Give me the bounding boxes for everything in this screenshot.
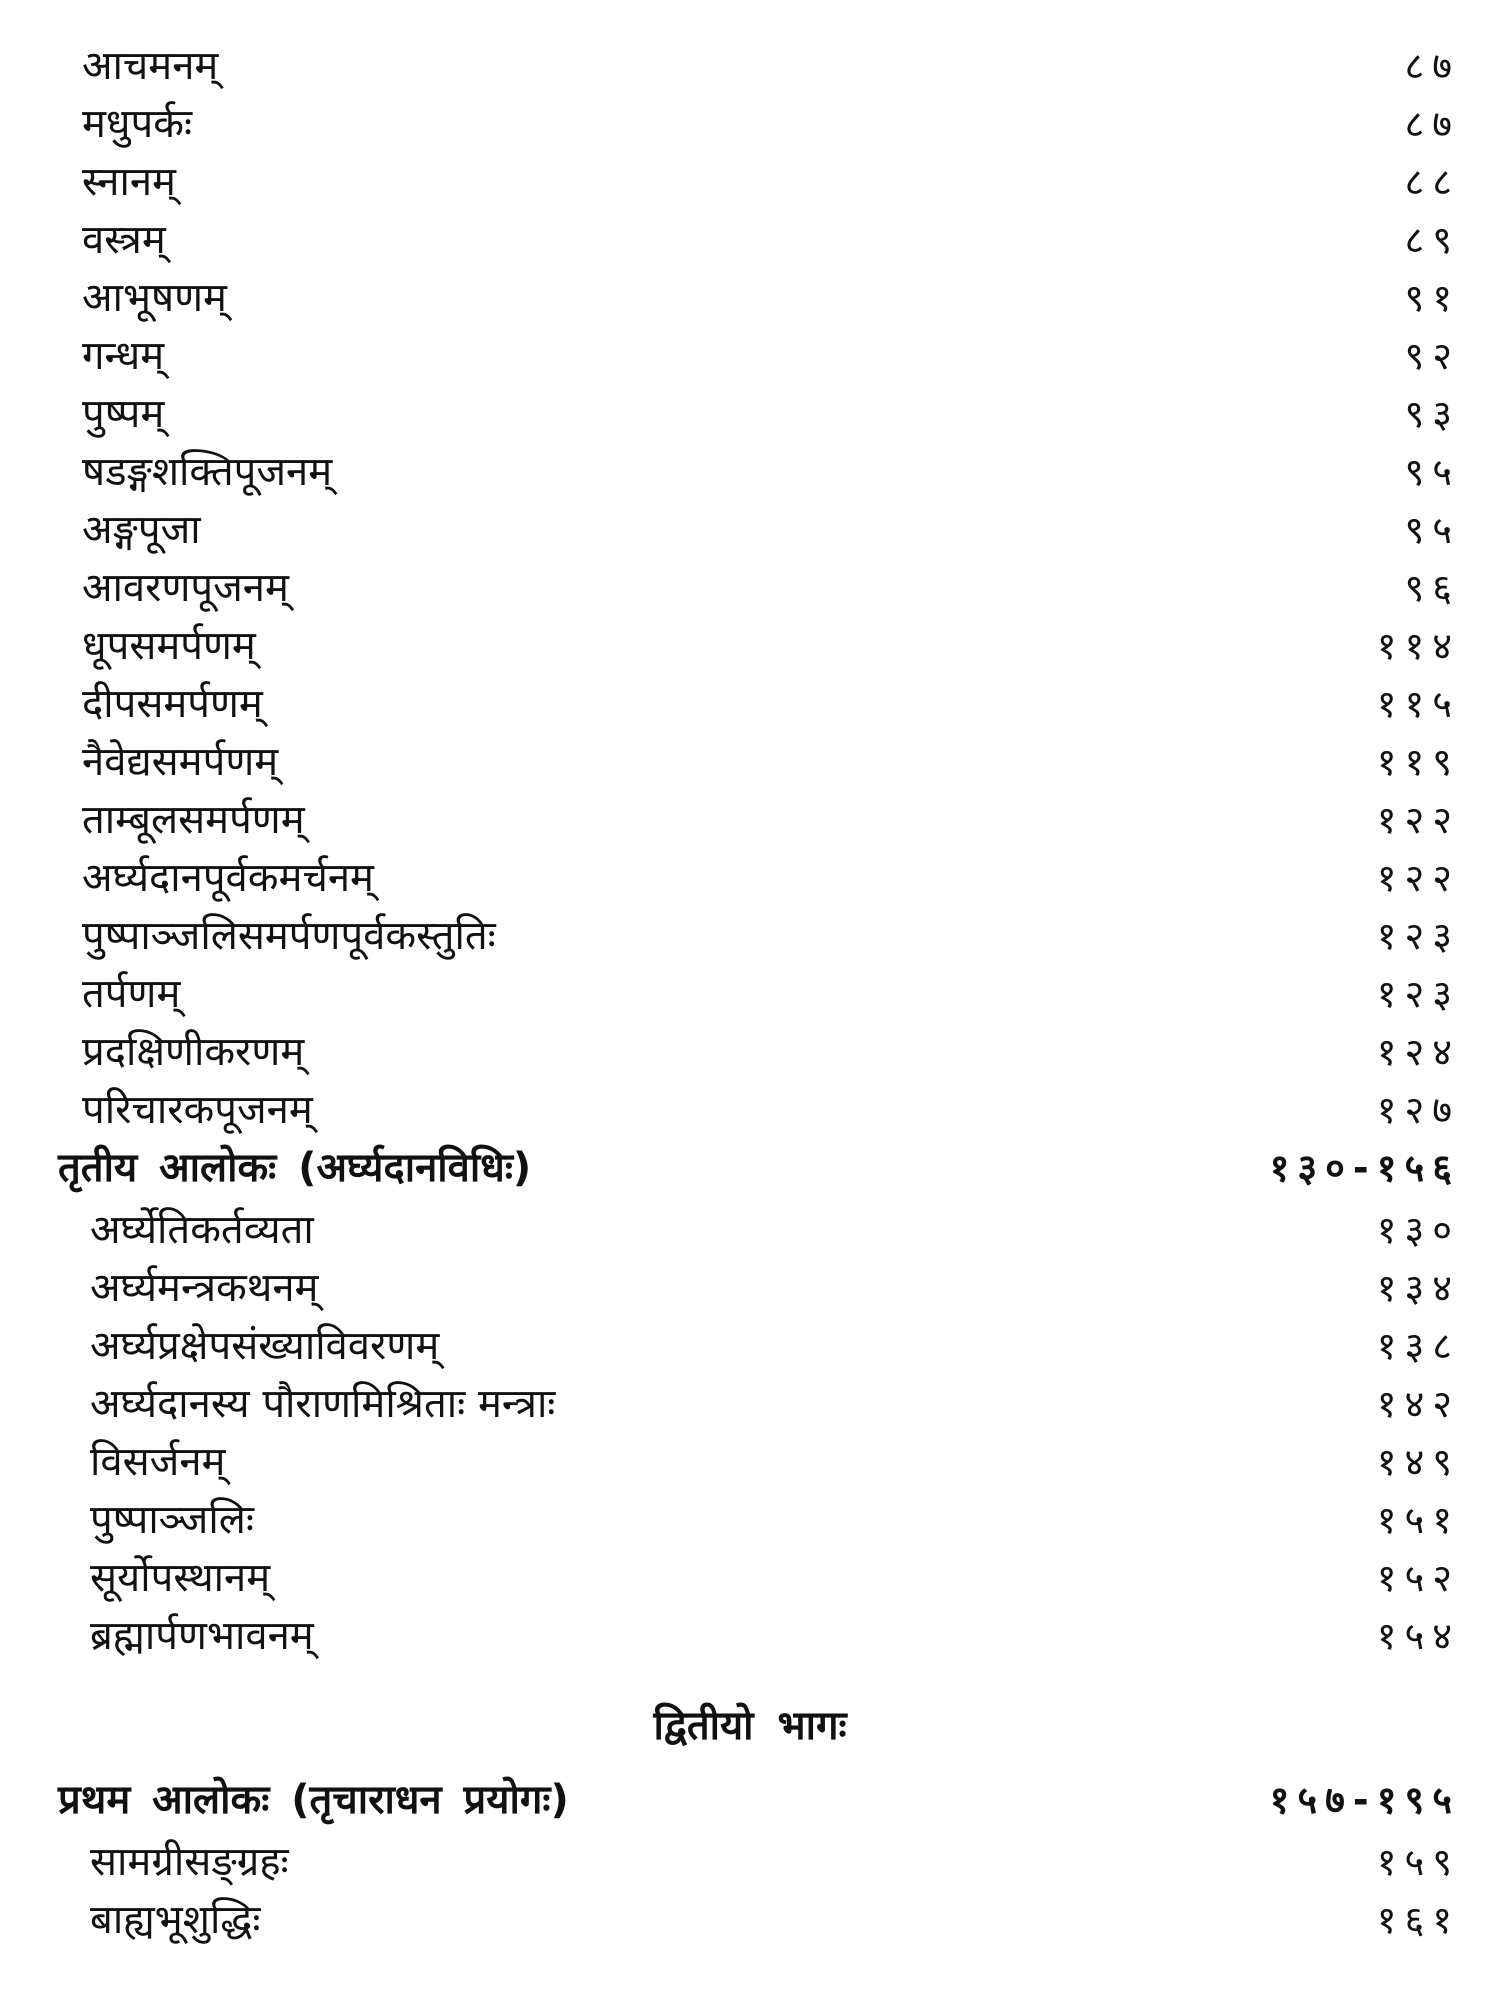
entry-title: अर्घ्यदानपूर्वकमर्चनम् bbox=[82, 855, 374, 901]
section-heading-tritiya bbox=[0, 1138, 1500, 1200]
entry-page: १२२ bbox=[1376, 856, 1460, 900]
entry-title: अङ्गपूजा bbox=[82, 507, 201, 553]
entry-page: ९६ bbox=[1404, 566, 1460, 610]
toc-entry bbox=[0, 616, 1500, 674]
entry-title: ब्रह्मार्पणभावनम् bbox=[90, 1613, 314, 1659]
toc-entry bbox=[0, 848, 1500, 906]
entry-page: १५४ bbox=[1376, 1614, 1460, 1658]
entry-page: १३० bbox=[1376, 1208, 1460, 1252]
entry-title: धूपसमर्पणम् bbox=[82, 623, 256, 669]
entry-page: १५१ bbox=[1376, 1498, 1460, 1542]
entry-page: ९३ bbox=[1404, 392, 1460, 436]
toc-entry bbox=[0, 500, 1500, 558]
toc-entry bbox=[0, 964, 1500, 1022]
section-title: तृतीय आलोकः (अर्घ्यदानविधिः) bbox=[58, 1145, 532, 1191]
entry-page: १२७ bbox=[1376, 1088, 1460, 1132]
toc-entry bbox=[0, 1832, 1500, 1890]
toc-entry bbox=[0, 1374, 1500, 1432]
entry-title: गन्धम् bbox=[82, 333, 165, 379]
entry-title: अर्घ्यदानस्य पौराणमिश्रिताः मन्त्राः bbox=[90, 1381, 556, 1427]
entry-title: प्रदक्षिणीकरणम् bbox=[82, 1029, 305, 1075]
toc-entry bbox=[0, 1606, 1500, 1664]
section-heading-prathama bbox=[0, 1770, 1500, 1832]
entry-title: बाह्यभूशुद्धिः bbox=[90, 1897, 261, 1943]
entry-page: १४९ bbox=[1376, 1440, 1460, 1484]
entry-page: १३४ bbox=[1376, 1266, 1460, 1310]
entry-title: आचमनम् bbox=[82, 43, 219, 89]
entry-title: परिचारकपूजनम् bbox=[82, 1087, 313, 1133]
toc-entry bbox=[0, 1890, 1500, 1948]
entry-title: दीपसमर्पणम् bbox=[82, 681, 263, 727]
toc-entry bbox=[0, 1200, 1500, 1258]
entry-page: ११५ bbox=[1376, 682, 1460, 726]
entry-page: १२३ bbox=[1376, 914, 1460, 958]
entry-page: ९२ bbox=[1404, 334, 1460, 378]
toc-entry bbox=[0, 36, 1500, 94]
entry-title: ताम्बूलसमर्पणम् bbox=[82, 797, 305, 843]
toc-entry bbox=[0, 558, 1500, 616]
entry-title: स्नानम् bbox=[82, 159, 176, 205]
toc-entry bbox=[0, 442, 1500, 500]
entry-page: ८८ bbox=[1404, 160, 1460, 204]
entry-title: विसर्जनम् bbox=[90, 1439, 226, 1485]
section-title: प्रथम आलोकः (तृचाराधन प्रयोगः) bbox=[58, 1777, 569, 1823]
entry-page: ११९ bbox=[1376, 740, 1460, 784]
toc-entry bbox=[0, 94, 1500, 152]
toc-entry bbox=[0, 1490, 1500, 1548]
entry-page: ११४ bbox=[1376, 624, 1460, 668]
toc-entry bbox=[0, 906, 1500, 964]
entry-page: ९५ bbox=[1404, 450, 1460, 494]
entry-page: ८७ bbox=[1404, 102, 1460, 146]
entry-title: तर्पणम् bbox=[82, 971, 181, 1017]
entry-page: १४२ bbox=[1376, 1382, 1460, 1426]
entry-page: १२२ bbox=[1376, 798, 1460, 842]
toc-entry bbox=[0, 268, 1500, 326]
entry-title: नैवेद्यसमर्पणम् bbox=[82, 739, 279, 785]
toc-entry bbox=[0, 790, 1500, 848]
entry-title: षडङ्गशक्तिपूजनम् bbox=[82, 449, 333, 495]
toc-entry bbox=[0, 384, 1500, 442]
toc-entry bbox=[0, 210, 1500, 268]
entry-page: १२४ bbox=[1376, 1030, 1460, 1074]
toc-entry bbox=[0, 1548, 1500, 1606]
toc-entry bbox=[0, 326, 1500, 384]
entry-title: अर्घ्यमन्त्रकथनम् bbox=[90, 1265, 319, 1311]
toc-entry bbox=[0, 1432, 1500, 1490]
entry-title: आवरणपूजनम् bbox=[82, 565, 289, 611]
toc-list-part1 bbox=[0, 36, 1500, 1664]
entry-page: ९१ bbox=[1404, 276, 1460, 320]
entry-page: १५९ bbox=[1376, 1840, 1460, 1884]
entry-title: वस्त्रम् bbox=[82, 217, 166, 263]
toc-list-part2 bbox=[0, 1770, 1500, 1948]
entry-page: १६१ bbox=[1376, 1898, 1460, 1942]
toc-entry bbox=[0, 1080, 1500, 1138]
toc-entry bbox=[0, 674, 1500, 732]
section-page-range: १५७-१९५ bbox=[1269, 1778, 1460, 1822]
entry-page: ८९ bbox=[1404, 218, 1460, 262]
entry-page: १५२ bbox=[1376, 1556, 1460, 1600]
toc-entry bbox=[0, 1258, 1500, 1316]
entry-page: ९५ bbox=[1404, 508, 1460, 552]
entry-title: पुष्पाञ्जलिसमर्पणपूर्वकस्तुतिः bbox=[82, 913, 496, 959]
entry-title: पुष्पम् bbox=[82, 391, 165, 437]
toc-entry bbox=[0, 732, 1500, 790]
entry-page: १३८ bbox=[1376, 1324, 1460, 1368]
toc-entry bbox=[0, 152, 1500, 210]
entry-title: पुष्पाञ्जलिः bbox=[90, 1497, 254, 1543]
entry-page: ८७ bbox=[1404, 44, 1460, 88]
entry-title: आभूषणम् bbox=[82, 275, 227, 321]
part-heading: द्वितीयो भागः bbox=[653, 1703, 847, 1749]
entry-title: मधुपर्कः bbox=[82, 101, 193, 147]
entry-page: १२३ bbox=[1376, 972, 1460, 1016]
entry-title: अर्घ्येतिकर्तव्यता bbox=[90, 1207, 314, 1253]
entry-title: सामग्रीसङ्ग्रहः bbox=[90, 1839, 289, 1885]
entry-title: सूर्योपस्थानम् bbox=[90, 1555, 271, 1601]
entry-title: अर्घ्यप्रक्षेपसंख्याविवरणम् bbox=[90, 1323, 440, 1369]
toc-entry bbox=[0, 1022, 1500, 1080]
toc-entry bbox=[0, 1316, 1500, 1374]
section-page-range: १३०-१५६ bbox=[1269, 1146, 1460, 1190]
